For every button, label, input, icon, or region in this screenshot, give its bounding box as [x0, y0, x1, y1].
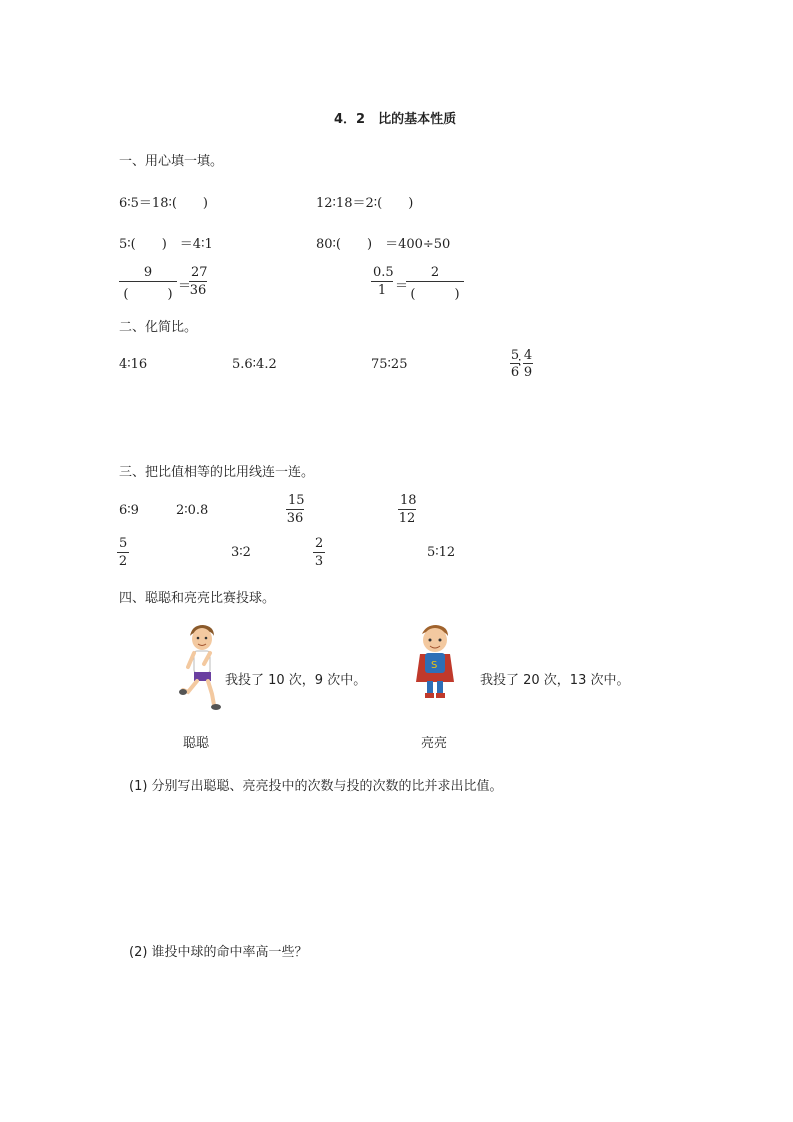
- simplify-item-2: 5.6∶4.2: [232, 357, 277, 372]
- fraction-denominator: 36: [286, 511, 304, 526]
- runner-boy-illustration: [178, 622, 226, 712]
- question-4-2: (2) 谁投中球的命中率高一些？: [129, 945, 308, 960]
- fraction-denominator: 9: [523, 365, 533, 380]
- fraction-denominator: 36: [189, 283, 207, 298]
- fill-question-3: 5∶( ) ＝4∶1: [119, 237, 213, 252]
- fraction-denominator: ( ): [410, 287, 460, 302]
- fraction-numerator: 27: [191, 265, 208, 280]
- fraction-numerator: 5: [510, 348, 520, 363]
- fill-question-1: 6∶5＝18∶( ): [119, 196, 208, 211]
- match-item-6-9: 6∶9: [119, 503, 139, 518]
- fraction-numerator: 5: [119, 536, 128, 551]
- match-frac-2-3: [313, 536, 325, 569]
- fraction-right-2: [406, 265, 464, 302]
- fraction-denominator: 12: [398, 511, 416, 526]
- svg-text:S: S: [431, 660, 438, 671]
- equals-sign: ＝: [178, 279, 192, 294]
- superhero-boy-illustration: [412, 624, 458, 700]
- fraction-numerator: 15: [288, 493, 305, 508]
- name-label-congcong: 聪聪: [183, 736, 210, 751]
- match-frac-18-12: [398, 493, 416, 526]
- page-title: 4．2 比的基本性质: [334, 112, 457, 127]
- fill-question-4: 80∶( ) ＝400÷50: [316, 237, 451, 252]
- equals-sign: ＝: [395, 279, 409, 294]
- fraction-numerator: 2: [315, 536, 324, 551]
- section-4-heading: 四、聪聪和亮亮比赛投球。: [119, 591, 276, 606]
- match-frac-15-36: [286, 493, 304, 526]
- fraction-numerator: 4: [523, 348, 533, 363]
- fraction-left-2: [371, 265, 393, 298]
- fraction-denominator: 3: [314, 554, 324, 569]
- question-4-1: (1) 分别写出聪聪、亮亮投中的次数与投的次数的比并求出比值。: [129, 779, 503, 794]
- fill-question-2: 12∶18＝2∶( ): [316, 196, 414, 211]
- simplify-item-3: 75∶25: [371, 357, 408, 372]
- section-3-heading: 三、把比值相等的比用线连一连。: [119, 465, 315, 480]
- match-item-2-0.8: 2∶0.8: [176, 503, 209, 518]
- fraction-denominator: 6: [510, 365, 520, 380]
- speech-text-congcong: 我投了 10 次，9 次中。: [225, 673, 367, 688]
- simplify-item-1: 4∶16: [119, 357, 148, 372]
- fraction-numerator: 2: [406, 265, 464, 282]
- fraction-numerator: 18: [400, 493, 417, 508]
- fraction-numerator: 9: [119, 265, 177, 282]
- fraction-left-1: [119, 265, 177, 302]
- fraction-numerator: 0.5: [373, 265, 394, 280]
- ratio-colon: ∶: [518, 356, 522, 371]
- fraction-denominator: ( ): [123, 287, 173, 302]
- match-item-3-2: 3∶2: [231, 545, 251, 560]
- match-frac-5-2: [117, 536, 129, 569]
- fraction-denominator: 2: [118, 554, 128, 569]
- section-2-heading: 二、化简比。: [119, 320, 198, 335]
- section-1-heading: 一、用心填一填。: [119, 154, 224, 169]
- simplify-frac-b: [523, 348, 533, 380]
- speech-text-liangliang: 我投了 20 次，13 次中。: [480, 673, 630, 688]
- name-label-liangliang: 亮亮: [421, 736, 448, 751]
- fraction-right-1: [189, 265, 207, 298]
- fraction-denominator: 1: [377, 283, 387, 298]
- match-item-5-12: 5∶12: [427, 545, 456, 560]
